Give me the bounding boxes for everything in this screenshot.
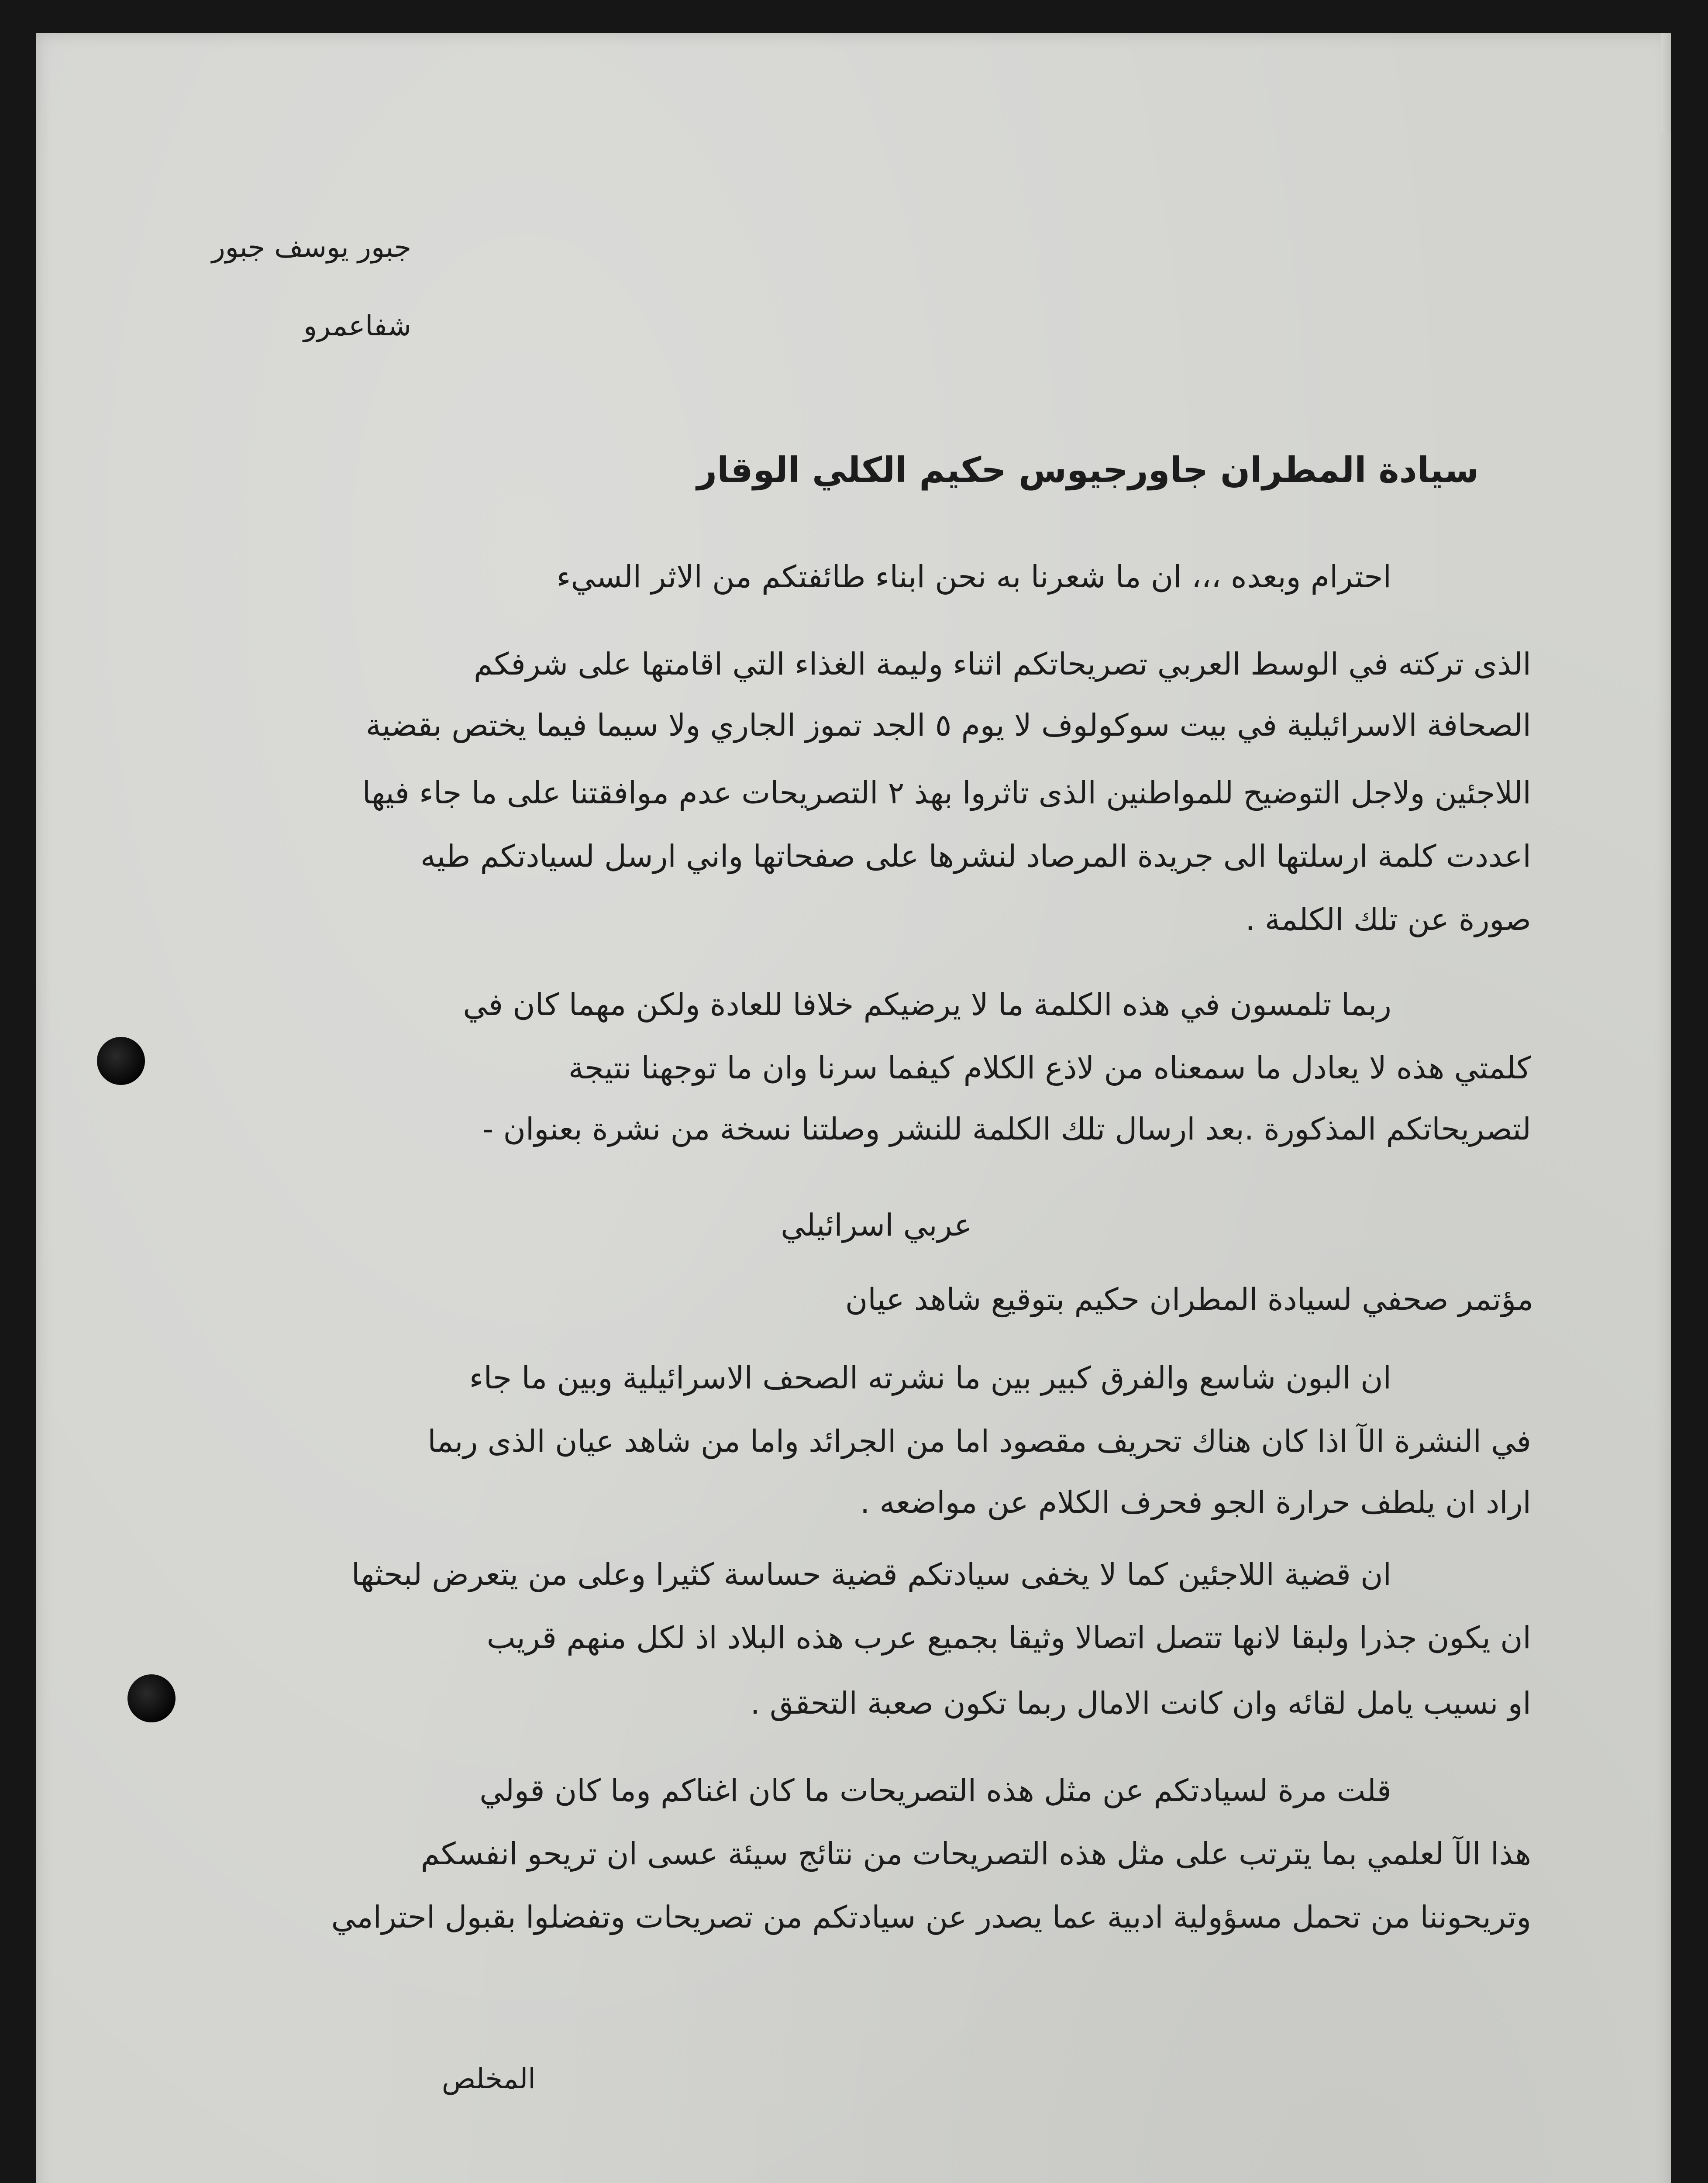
paragraph-5-line: هذا الآ لعلمي بما يترتب على مثل هذه التصريحات من نتائج سيئة عسى ان تريحو انفسكم: [420, 1836, 1531, 1872]
paragraph-3-line: في النشرة الآ اذا كان هناك تحريف مقصود اما من الجرائد واما من شاهد عيان الذى ربما: [427, 1423, 1531, 1459]
closing-signature: المخلص: [441, 2063, 536, 2095]
paragraph-3-line: ان البون شاسع والفرق كبير بين ما نشرته الصحف الاسرائيلية وبين ما جاء: [469, 1360, 1391, 1396]
punch-hole: [127, 1674, 176, 1722]
paper-fold-edge: [1661, 33, 1671, 133]
paragraph-5-line: قلت مرة لسيادتكم عن مثل هذه التصريحات ما كان اغناكم وما كان قولي: [479, 1773, 1391, 1808]
sender-town: شفاعمرو: [303, 310, 411, 342]
paragraph-1-line: الذى تركته في الوسط العربي تصريحاتكم اثناء وليمة الغذاء التي اقامتها على شرفكم: [474, 646, 1531, 682]
sender-name: جبور يوسف جبور: [211, 231, 411, 264]
paragraph-2-line: كلمتي هذه لا يعادل ما سمعناه من لاذع الكلام كيفما سرنا وان ما توجهنا نتيجة: [568, 1050, 1531, 1086]
paragraph-1-line: اللاجئين ولاجل التوضيح للمواطنين الذى تاثروا بهذ ٢ التصريحات عدم موافقتنا على ما جاء فيها: [362, 775, 1531, 811]
paragraph-1-line: اعددت كلمة ارسلتها الى جريدة المرصاد لنشرها على صفحاتها واني ارسل لسيادتكم طيه: [420, 838, 1531, 874]
paragraph-2-line: لتصريحاتكم المذكورة .بعد ارسال تلك الكلمة للنشر وصلتنا نسخة من نشرة بعنوان -: [482, 1111, 1531, 1147]
salutation: سيادة المطران جاورجيوس حكيم الكلي الوقار: [697, 450, 1479, 490]
paragraph-1-line: الصحافة الاسرائيلية في بيت سوكولوف لا يوم ٥ الجد تموز الجاري ولا سيما فيما يختص بقضية: [365, 707, 1531, 743]
paragraph-4-line: ان يكون جذرا ولبقا لانها تتصل اتصالا وثيقا بجميع عرب هذه البلاد اذ لكل منهم قريب: [486, 1620, 1531, 1656]
paragraph-1-line: صورة عن تلك الكلمة .: [1245, 902, 1531, 937]
letter-sheet: [36, 33, 1671, 2183]
paragraph-2-line: ربما تلمسون في هذه الكلمة ما لا يرضيكم خلافا للعادة ولكن مهما كان في: [463, 987, 1391, 1023]
punch-hole: [97, 1037, 145, 1085]
paragraph-4-line: او نسيب يامل لقائه وان كانت الامال ربما تكون صعبة التحقق .: [750, 1685, 1531, 1721]
paragraph-4-line: ان قضية اللاجئين كما لا يخفى سيادتكم قضية حساسة كثيرا وعلى من يتعرض لبحثها: [351, 1556, 1391, 1592]
paragraph-5-line: وتريحوننا من تحمل مسؤولية ادبية عما يصدر عن سيادتكم من تصريحات وتفضلوا بقبول احترامي: [331, 1899, 1531, 1935]
bulletin-title: عربي اسرائيلي: [781, 1207, 972, 1243]
bulletin-subtitle: مؤتمر صحفي لسيادة المطران حكيم بتوقيع شاهد عيان: [845, 1281, 1533, 1317]
paragraph-3-line: اراد ان يلطف حرارة الجو فحرف الكلام عن مواضعه .: [860, 1484, 1531, 1520]
paragraph-1-line: احترام وبعده ،،، ان ما شعرنا به نحن ابناء طائفتكم من الاثر السيء: [556, 559, 1391, 595]
